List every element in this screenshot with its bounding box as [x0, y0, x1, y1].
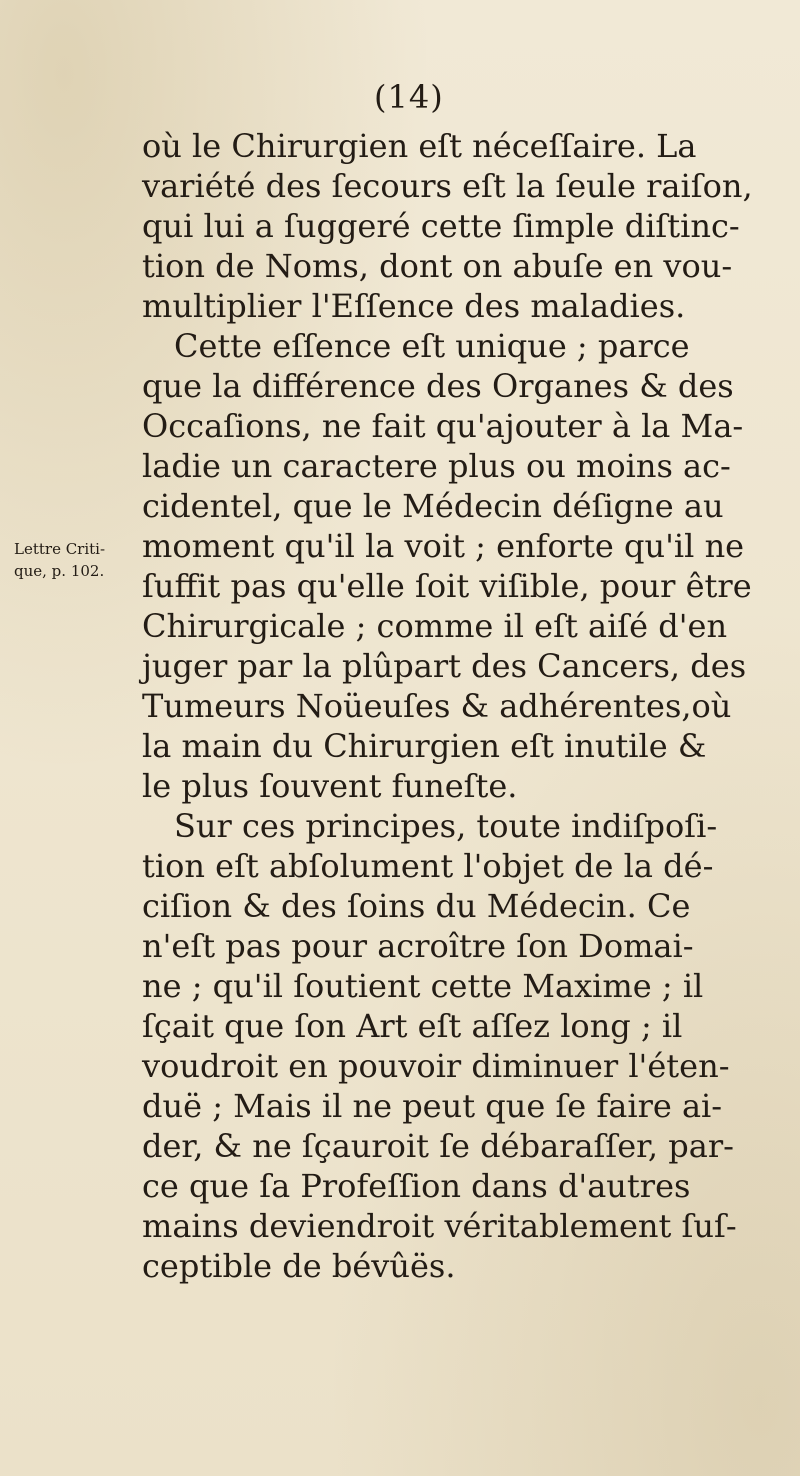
text-line: mains deviendroit véritablement ſuſ-: [142, 1207, 737, 1245]
text-line: que la différence des Organes & des: [142, 367, 734, 405]
text-line: Chirurgicale ; comme il eſt aiſé d'en: [142, 607, 728, 645]
text-line: ce que ſa Profeſſion dans d'autres: [142, 1167, 691, 1205]
text-line: la main du Chirurgien eſt inutile &: [142, 727, 707, 765]
text-line: tion eſt abſolument l'objet de la dé-: [142, 847, 714, 885]
page-number: (14): [374, 78, 444, 116]
text-line: ciſion & des ſoins du Médecin. Ce: [142, 887, 691, 925]
text-line: moment qu'il la voit ; enforte qu'il ne: [142, 527, 745, 565]
margin-note-line-2: que, p. 102.: [14, 562, 105, 580]
text-line: ſçait que ſon Art eſt aſſez long ; il: [142, 1007, 683, 1045]
text-line: duë ; Mais il ne peut que ſe faire ai-: [142, 1087, 723, 1125]
text-line: qui lui a ſuggeré cette ſimple diſtinc-: [142, 207, 740, 245]
text-line: n'eſt pas pour acroître ſon Domai-: [142, 927, 694, 965]
text-line: le plus ſouvent funeſte.: [142, 767, 518, 805]
text-line: der, & ne ſçauroit ſe débaraſſer, par-: [142, 1127, 734, 1165]
margin-note: [14, 538, 132, 582]
text-line: cidentel, que le Médecin déſigne au: [142, 487, 724, 525]
text-line: variété des ſecours eſt la ſeule raiſon,: [142, 167, 753, 205]
margin-note-line-1: Lettre Criti-: [14, 540, 106, 558]
text-line: Tumeurs Noüeuſes & adhérentes,où: [142, 687, 732, 725]
text-line: multiplier l'Eſſence des maladies.: [142, 287, 686, 325]
text-line: ladie un caractere plus ou moins ac-: [142, 447, 731, 485]
text-line: Occaſions, ne fait qu'ajouter à la Ma-: [142, 407, 744, 445]
text-line: où le Chirurgien eſt néceſſaire. La: [142, 127, 697, 165]
text-line: juger par la plûpart des Cancers, des: [142, 647, 747, 685]
text-line: Cette eſſence eſt unique ; parce: [174, 327, 690, 365]
text-line: ceptible de bévûës.: [142, 1247, 456, 1285]
text-line: ſuffit pas qu'elle ſoit viſible, pour être: [142, 567, 752, 605]
text-line: tion de Noms, dont on abuſe en vou-: [142, 247, 733, 285]
text-line: Sur ces principes, toute indiſpoſi-: [174, 807, 718, 845]
text-line: voudroit en pouvoir diminuer l'éten-: [142, 1047, 730, 1085]
text-line: ne ; qu'il ſoutient cette Maxime ; il: [142, 967, 704, 1005]
